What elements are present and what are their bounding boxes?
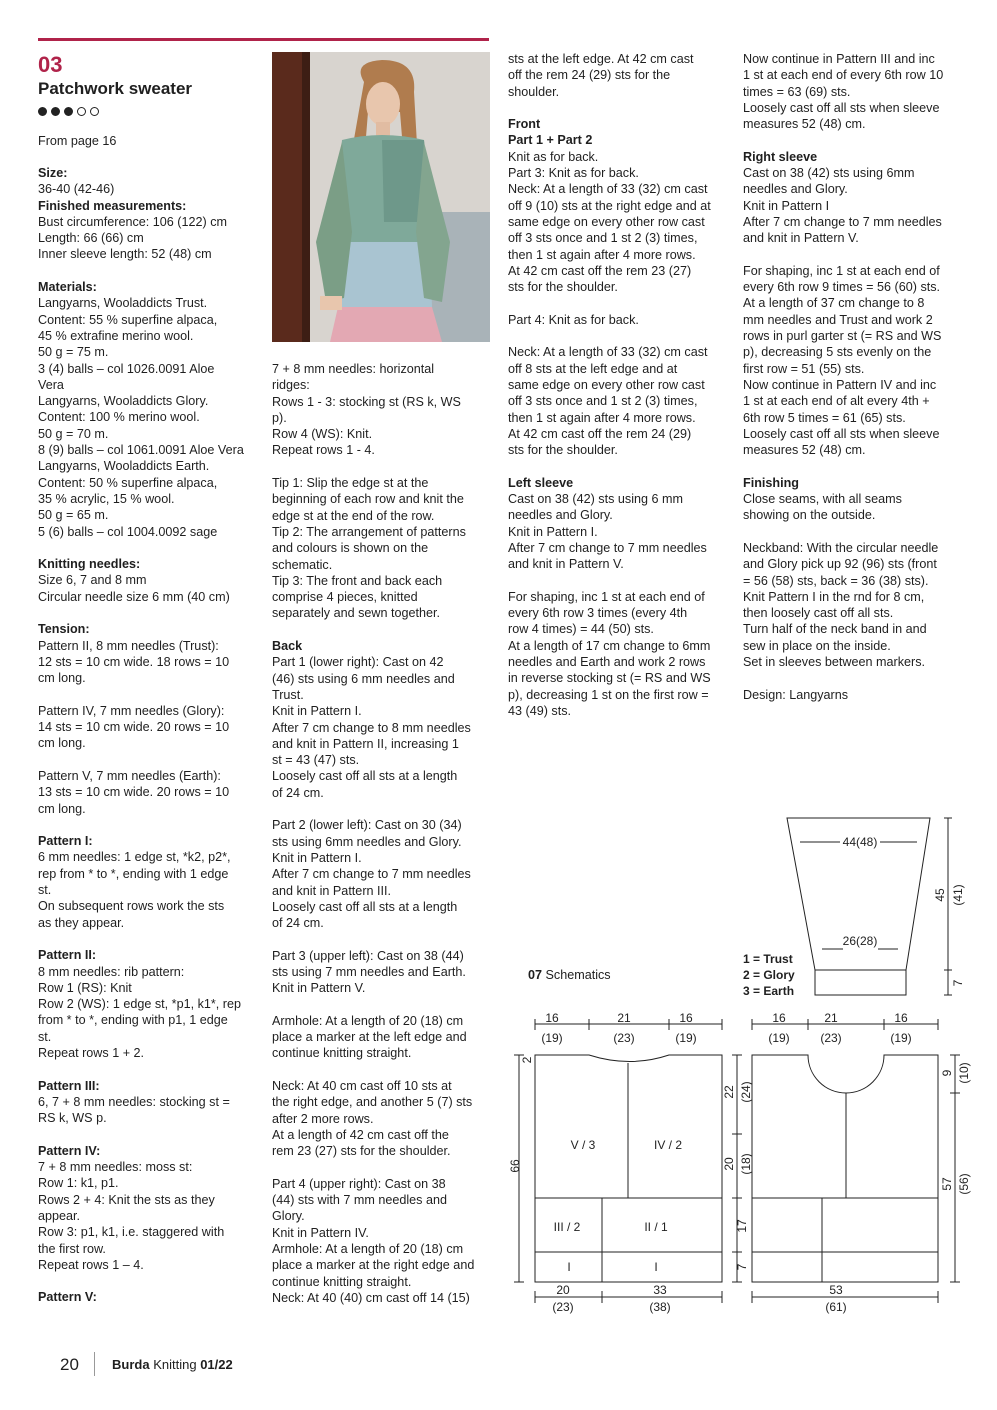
text-line: Knit Pattern I in the rnd for 8 cm,	[743, 589, 925, 604]
text-line: 35 % acrylic, 15 % wool.	[38, 491, 175, 506]
text-line: Content: 50 % superfine alpaca,	[38, 475, 218, 490]
text-line: Neck: At a length of 33 (32) cm cast	[508, 345, 708, 360]
text-line: and knit in Pattern III.	[272, 883, 392, 898]
text-line: Pattern IV, 7 mm needles (Glory):	[38, 703, 225, 718]
text-line: Cast on 38 (42) sts using 6 mm	[508, 492, 683, 507]
text-line: row 4 times) = 44 (50) sts.	[508, 622, 654, 637]
text-line: 6, 7 + 8 mm needles: stocking st =	[38, 1094, 230, 1109]
text-line: 50 g = 70 m.	[38, 426, 109, 441]
text-line: rem 23 (27) sts for the shoulder.	[272, 1144, 451, 1159]
back-part-3: V / 3	[570, 1138, 596, 1152]
text-line: after 2 more rows.	[272, 1111, 374, 1126]
text-line: measures 52 (48) cm.	[743, 443, 866, 458]
text-line: showing on the outside.	[743, 508, 876, 523]
front-width-2-alt: (23)	[820, 1031, 842, 1045]
text-line: Row 1: k1, p1.	[38, 1176, 119, 1191]
text-line: and knit in Pattern V.	[508, 557, 624, 572]
sleeve-cuff	[815, 970, 906, 995]
text-line: = 56 (58) sts, back = 36 (38) sts).	[743, 573, 929, 588]
text-line: Knit in Pattern I.	[508, 524, 598, 539]
text-line: Neck: At 40 cm cast off 10 sts at	[272, 1079, 452, 1094]
text-line: Part 4: Knit as for back.	[508, 312, 639, 327]
from-page-note: From page 16	[38, 134, 117, 148]
back-width-1: 16	[545, 1011, 559, 1025]
text-line: 6 mm needles: 1 edge st, *k2, p2*,	[38, 850, 231, 865]
front-width-3-alt: (19)	[890, 1031, 912, 1045]
text-line: Part 3: Knit as for back.	[508, 166, 639, 181]
text-line: then loosely cast off all sts.	[743, 606, 894, 621]
front-width-1-alt: (19)	[768, 1031, 790, 1045]
text-line: of 24 cm.	[272, 785, 324, 800]
text-line: Repeat rows 1 – 4.	[38, 1257, 144, 1272]
text-line: After 7 cm change to 7 mm needles	[743, 214, 942, 229]
section-heading: Pattern V:	[38, 1290, 97, 1305]
text-line: 6th row 5 times = 61 (65) sts.	[743, 410, 906, 425]
text-line: Bust circumference: 106 (122) cm	[38, 214, 227, 229]
text-line: st = 43 (47) sts.	[272, 753, 360, 768]
section-heading: Front	[508, 117, 541, 132]
text-line: beginning of each row and knit the	[272, 492, 464, 507]
back-width-1-alt: (19)	[541, 1031, 563, 1045]
schematics-label: 07 Schematics	[528, 968, 611, 982]
text-line: from * to *, ending with p1, 1 edge	[38, 1013, 228, 1028]
text-line: Cast on 38 (42) sts using 6mm	[743, 166, 915, 181]
text-line: Repeat rows 1 + 2.	[38, 1046, 145, 1061]
text-line: in reverse stocking st (= RS and WS	[508, 671, 711, 686]
text-line: st.	[38, 1029, 52, 1044]
back-width-2: 21	[617, 1011, 631, 1025]
front-outline	[752, 1055, 938, 1282]
back-bottom-width-2: 33	[653, 1283, 667, 1297]
text-line: needles and Glory.	[508, 508, 613, 523]
text-line: Turn half of the neck band in and	[743, 622, 927, 637]
text-line: the right edge, and another 5 (7) sts	[272, 1095, 473, 1110]
text-line: needles and Glory.	[743, 182, 848, 197]
section-heading: Pattern IV:	[38, 1143, 101, 1158]
text-line: Now continue in Pattern IV and inc	[743, 377, 937, 392]
text-line: and Glory pick up 92 (96) sts (front	[743, 557, 937, 572]
back-width-2-alt: (23)	[613, 1031, 635, 1045]
text-line: sts at the left edge. At 42 cm cast	[508, 52, 694, 66]
text-line: Armhole: At a length of 20 (18) cm	[272, 1242, 464, 1257]
text-line: Knit in Pattern I.	[272, 850, 362, 865]
text-line: 45 % extrafine merino wool.	[38, 328, 194, 343]
text-line: p), decreasing 1 st on the first row =	[508, 687, 709, 702]
back-armhole-height: 20	[722, 1157, 736, 1171]
text-line: RS k, WS p.	[38, 1111, 107, 1126]
text-line: 43 (49) sts.	[508, 703, 571, 718]
text-line: 36-40 (42-46)	[38, 182, 115, 197]
front-bottom-width: 53	[829, 1283, 843, 1297]
back-width-3: 16	[679, 1011, 693, 1025]
text-line: 5 (6) balls – col 1004.0092 sage	[38, 524, 218, 539]
text-line: cm long.	[38, 736, 86, 751]
back-rib-height: 7	[735, 1263, 749, 1271]
text-line: Langyarns, Wooladdicts Earth.	[38, 459, 210, 474]
legend-item: 3 = Earth	[743, 984, 795, 998]
section-heading: Pattern II:	[38, 948, 97, 963]
text-line: Rows 2 + 4: Knit the sts as they	[38, 1192, 215, 1207]
back-part-2: III / 2	[553, 1220, 581, 1234]
text-line: edge st at the end of the row.	[272, 508, 435, 523]
text-line: Knit in Pattern V.	[272, 981, 366, 996]
text-line: For shaping, inc 1 st at each end of	[743, 263, 940, 278]
back-width-3-alt: (19)	[675, 1031, 697, 1045]
text-line: On subsequent rows work the sts	[38, 899, 225, 914]
text-line: comprise 4 pieces, knitted	[272, 590, 418, 605]
section-heading: Part 1 + Part 2	[508, 133, 593, 148]
text-line: For shaping, inc 1 st at each end of	[508, 589, 705, 604]
text-line: Circular needle size 6 mm (40 cm)	[38, 589, 230, 604]
text-line: Neckband: With the circular needle	[743, 540, 939, 555]
text-line: sew in place on the inside.	[743, 638, 891, 653]
text-line: off 3 sts once and 1 st 2 (3) times,	[508, 231, 698, 246]
pattern-number: 03	[38, 52, 63, 77]
text-line: (44) sts with 7 mm needles and	[272, 1193, 447, 1208]
text-line: 8 mm needles: rib pattern:	[38, 964, 185, 979]
text-line: Langyarns, Wooladdicts Trust.	[38, 296, 208, 311]
text-line: 8 (9) balls – col 1061.0091 Aloe Vera	[38, 443, 244, 458]
text-line: continue knitting straight.	[272, 1274, 412, 1289]
back-rib-right: I	[654, 1260, 658, 1274]
text-line: rep from * to *, ending with 1 edge	[38, 866, 229, 881]
sleeve-length-alt: (41)	[951, 884, 965, 906]
text-line: Set in sleeves between markers.	[743, 654, 925, 669]
text-line: Rows 1 - 3: stocking st (RS k, WS	[272, 394, 461, 409]
text-line: sts for the shoulder.	[508, 443, 618, 458]
section-heading: Tension:	[38, 622, 90, 637]
front-neck-height: 9	[940, 1069, 954, 1077]
text-line: as they appear.	[38, 915, 125, 930]
text-line: 7 + 8 mm needles: horizontal	[272, 362, 435, 376]
section-heading: Size:	[38, 166, 68, 180]
text-line: appear.	[38, 1209, 81, 1223]
text-line: Repeat rows 1 - 4.	[272, 443, 375, 458]
text-line: place a marker at the left edge and	[272, 1030, 467, 1045]
text-line: sts using 7 mm needles and Earth.	[272, 964, 466, 979]
text-line: 14 sts = 10 cm wide. 20 rows = 10	[38, 720, 230, 735]
text-line: off 3 sts once and 1 st 2 (3) times,	[508, 394, 698, 409]
text-line: (46) sts using 6 mm needles and	[272, 671, 455, 686]
text-line: 50 g = 65 m.	[38, 508, 109, 523]
text-line: 1 st at each end of alt every 4th +	[743, 394, 930, 409]
text-line: After 7 cm change to 7 mm needles	[272, 867, 471, 882]
back-bottom-width-1-alt: (23)	[552, 1300, 574, 1314]
text-line: 1 st at each end of every 6th row 10	[743, 68, 944, 83]
text-line: off the rem 24 (29) sts for the	[508, 68, 671, 83]
text-line: mm needles and Trust and work 2	[743, 312, 933, 327]
sleeve-cuff-width: 26(28)	[842, 934, 878, 948]
front-height-alt: (56)	[957, 1173, 971, 1195]
text-line: Neck: At 40 (40) cm cast off 14 (15)	[272, 1290, 470, 1305]
legend-item: 2 = Glory	[743, 968, 795, 982]
section-heading: Finishing	[743, 475, 799, 490]
text-line: Knit in Pattern I.	[272, 704, 362, 719]
text-line: Loosely cast off all sts at a length	[272, 899, 458, 914]
text-line: Size 6, 7 and 8 mm	[38, 573, 147, 588]
text-line: off 8 sts at the left edge and at	[508, 361, 678, 376]
section-heading: Back	[272, 639, 303, 654]
section-heading: Materials:	[38, 280, 97, 295]
back-part-4: IV / 2	[653, 1138, 683, 1152]
text-line: and colours is shown on the	[272, 541, 429, 556]
pattern-title: Patchwork sweater	[38, 79, 193, 98]
text-line: Row 2 (WS): 1 edge st, *p1, k1*, rep	[38, 997, 241, 1012]
back-neck-height: 2	[520, 1056, 534, 1064]
section-heading: Pattern I:	[38, 834, 93, 849]
text-line: Part 4 (upper right): Cast on 38	[272, 1176, 446, 1191]
text-line: shoulder.	[508, 84, 560, 99]
text-line: Knit in Pattern IV.	[272, 1225, 369, 1240]
text-line: Loosely cast off all sts when sleeve	[743, 426, 940, 441]
text-line: then 1 st again after 4 more rows.	[508, 410, 696, 425]
text-line: ridges:	[272, 378, 310, 393]
legend-item: 1 = Trust	[743, 952, 793, 966]
text-line: measures 52 (48) cm.	[743, 117, 866, 132]
text-line: st.	[38, 883, 52, 898]
text-line: Length: 66 (66) cm	[38, 231, 144, 246]
sleeve-top-width: 44(48)	[842, 835, 878, 849]
text-line: continue knitting straight.	[272, 1046, 412, 1061]
text-line: At a length of 37 cm change to 8	[743, 296, 925, 311]
text-line: of 24 cm.	[272, 916, 324, 931]
section-heading: Left sleeve	[508, 475, 574, 490]
text-line: At a length of 17 cm change to 6mm	[508, 638, 711, 653]
text-line: Row 3: p1, k1, i.e. staggered with	[38, 1225, 225, 1240]
text-line: Pattern V, 7 mm needles (Earth):	[38, 768, 221, 783]
text-line: every 6th row 9 times = 56 (60) sts.	[743, 280, 941, 295]
back-part-1: II / 1	[644, 1220, 668, 1234]
text-line: rows in purl garter st (= RS and WS	[743, 329, 942, 344]
back-upper-height: 22	[722, 1085, 736, 1099]
text-line: Armhole: At a length of 20 (18) cm	[272, 1013, 464, 1028]
text-line: p), decreasing 5 sts evenly on the	[743, 345, 932, 360]
front-width-2: 21	[824, 1011, 838, 1025]
text-line: At 42 cm cast off the rem 24 (29)	[508, 426, 692, 441]
section-heading: Pattern III:	[38, 1078, 100, 1093]
front-width-1: 16	[772, 1011, 786, 1025]
text-line: Part 3 (upper left): Cast on 38 (44)	[272, 948, 464, 963]
text-line: After 7 cm change to 7 mm needles	[508, 540, 707, 555]
text-line: 7 + 8 mm needles: moss st:	[38, 1160, 193, 1175]
back-armhole-height-alt: (18)	[739, 1153, 753, 1175]
back-bottom-width-2-alt: (38)	[649, 1300, 671, 1314]
text-line: same edge on every other row cast	[508, 377, 705, 392]
text-line: sts using 6mm needles and Glory.	[272, 834, 462, 849]
back-upper-height-alt: (24)	[739, 1081, 753, 1103]
text-line: 13 sts = 10 cm wide. 20 rows = 10	[38, 785, 230, 800]
text-line: schematic.	[272, 557, 333, 572]
text-line: Inner sleeve length: 52 (48) cm	[38, 247, 212, 262]
page-number: 20	[60, 1355, 79, 1374]
sleeve-length: 45	[933, 888, 947, 902]
text-line: every 6th row 3 times (every 4th	[508, 606, 688, 621]
text-line: Knit as for back.	[508, 149, 599, 164]
back-bottom-width-1: 20	[556, 1283, 570, 1297]
footer-publication: Burda Knitting 01/22	[112, 1357, 233, 1372]
front-width-3: 16	[894, 1011, 908, 1025]
text-line: the first row.	[38, 1241, 106, 1256]
text-line: Loosely cast off all sts when sleeve	[743, 100, 940, 115]
text-line: same edge on every other row cast	[508, 214, 705, 229]
back-total-height: 66	[508, 1159, 522, 1173]
text-line: Knit in Pattern I	[743, 198, 830, 213]
front-height: 57	[940, 1177, 954, 1191]
text-line: Close seams, with all seams	[743, 492, 902, 507]
text-line: separately and sewn together.	[272, 606, 441, 621]
front-neck-height-alt: (10)	[957, 1062, 971, 1084]
text-line: sts for the shoulder.	[508, 280, 618, 295]
text-line: Glory.	[272, 1209, 305, 1224]
text-line: Content: 55 % superfine alpaca,	[38, 312, 218, 327]
section-heading: Right sleeve	[743, 149, 818, 164]
text-line: Neck: At a length of 33 (32) cm cast	[508, 182, 708, 197]
text-line: Tip 2: The arrangement of patterns	[272, 524, 466, 539]
text-line: place a marker at the right edge and	[272, 1258, 475, 1273]
text-line: Design: Langyarns	[743, 687, 849, 702]
text-line: Tip 3: The front and back each	[272, 573, 443, 588]
front-bottom-width-alt: (61)	[825, 1300, 847, 1314]
text-line: times = 63 (69) sts.	[743, 84, 851, 99]
section-heading: Knitting needles:	[38, 557, 141, 572]
text-line: At 42 cm cast off the rem 23 (27)	[508, 263, 692, 278]
text-line: Part 2 (lower left): Cast on 30 (34)	[272, 818, 462, 833]
footer-divider	[94, 1352, 95, 1376]
text-line: off 9 (10) sts at the right edge and at	[508, 198, 711, 213]
text-line: Part 1 (lower right): Cast on 42	[272, 655, 444, 670]
text-line: p).	[272, 410, 287, 425]
text-line: 12 sts = 10 cm wide. 18 rows = 10	[38, 654, 230, 669]
text-line: Trust.	[272, 687, 304, 702]
text-line: first row = 51 (55) sts.	[743, 361, 865, 376]
text-line: Tip 1: Slip the edge st at the	[272, 476, 429, 491]
text-line: Pattern II, 8 mm needles (Trust):	[38, 638, 219, 653]
back-rib-left: I	[567, 1260, 571, 1274]
text-line: At a length of 42 cm cast off the	[272, 1127, 449, 1142]
back-lower-height: 17	[735, 1219, 749, 1233]
text-line: and knit in Pattern II, increasing 1	[272, 736, 459, 751]
text-line: 50 g = 75 m.	[38, 345, 109, 360]
text-line: Langyarns, Wooladdicts Glory.	[38, 394, 209, 409]
text-line: Loosely cast off all sts at a length	[272, 769, 458, 784]
text-line: cm long.	[38, 801, 86, 816]
section-heading: Finished measurements:	[38, 198, 187, 213]
text-line: cm long.	[38, 671, 86, 686]
text-line: and knit in Pattern V.	[743, 231, 859, 246]
text-line: needles and Earth and work 2 rows	[508, 654, 706, 669]
text-line: Content: 100 % merino wool.	[38, 410, 200, 425]
sleeve-cuff-height: 7	[951, 979, 965, 987]
text-line: 3 (4) balls – col 1026.0091 Aloe	[38, 361, 215, 376]
text-line: Now continue in Pattern III and inc	[743, 52, 935, 66]
text-line: then 1 st again after 4 more rows.	[508, 247, 696, 262]
text-line: After 7 cm change to 8 mm needles	[272, 720, 471, 735]
text-line: Row 1 (RS): Knit	[38, 980, 132, 995]
text-line: Vera	[38, 377, 64, 392]
text-line: Row 4 (WS): Knit.	[272, 427, 373, 442]
